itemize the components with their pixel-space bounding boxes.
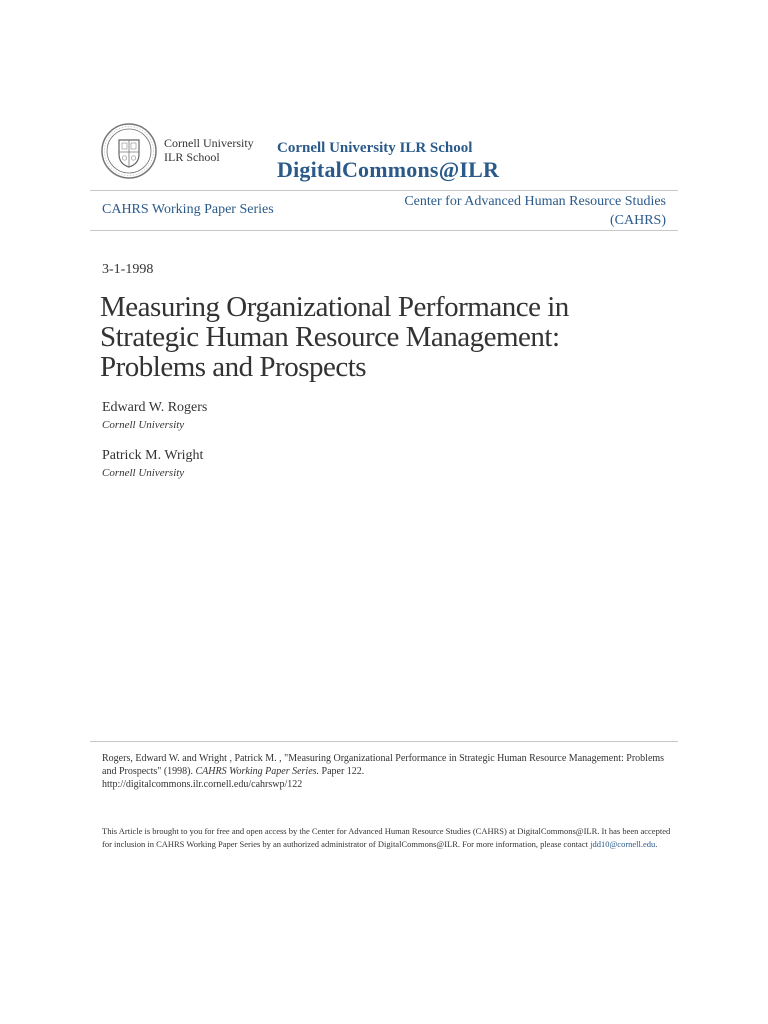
repository-header bbox=[100, 122, 680, 182]
logo-line-2: ILR School bbox=[164, 150, 220, 164]
author-name-1: Edward W. Rogers bbox=[102, 400, 208, 415]
logo-line-1: Cornell University bbox=[164, 136, 254, 150]
author-affiliation-1: Cornell University bbox=[102, 419, 185, 431]
contact-email-link[interactable]: jdd10@cornell.edu bbox=[590, 839, 656, 849]
citation-series: CAHRS Working Paper Series. bbox=[195, 766, 320, 777]
cornell-seal-logo bbox=[100, 122, 158, 180]
citation-block bbox=[102, 752, 678, 791]
center-link-line-2[interactable]: (CAHRS) bbox=[609, 213, 666, 228]
series-link[interactable]: CAHRS Working Paper Series bbox=[102, 202, 274, 217]
center-link-line-1[interactable]: Center for Advanced Human Resource Studies bbox=[404, 194, 666, 209]
citation-paper-number: Paper 122. bbox=[319, 766, 365, 777]
paper-title: Measuring Organizational Performance in Strategic Human Resource Management: Problems and Prospects bbox=[100, 291, 569, 383]
citation-url[interactable]: http://digitalcommons.ilr.cornell.edu/cahrswp/122 bbox=[102, 779, 303, 790]
citation-text: Rogers, Edward W. and Wright , Patrick M. , "Measuring Organizational Performance in Strategic Human Resource Management: Problems and Prospects" (1998). bbox=[102, 753, 665, 777]
author-affiliation-2: Cornell University bbox=[102, 467, 185, 479]
repository-title-block[interactable] bbox=[277, 139, 499, 183]
publication-date: 3-1-1998 bbox=[102, 262, 154, 277]
footer-divider bbox=[90, 741, 678, 742]
school-name-link[interactable]: Cornell University ILR School bbox=[277, 140, 473, 156]
author-name-2: Patrick M. Wright bbox=[102, 448, 204, 463]
notice-end: . bbox=[655, 839, 658, 849]
header-divider-bottom bbox=[90, 230, 678, 231]
digital-commons-link[interactable]: DigitalCommons@ILR bbox=[277, 157, 500, 182]
header-divider-top bbox=[90, 190, 678, 191]
access-notice bbox=[102, 825, 678, 851]
cornell-ilr-logo-text bbox=[164, 136, 254, 164]
notice-text: This Article is brought to you for free and open access by the Center for Advanced Human Resource Studies (CAHRS) at DigitalCommons@ILR. It has been accepted for inclusion in CAHRS Working Paper Series by an authorized administrator of DigitalCommons@ILR. For more information, please contact bbox=[102, 826, 671, 849]
center-link[interactable] bbox=[366, 192, 666, 230]
